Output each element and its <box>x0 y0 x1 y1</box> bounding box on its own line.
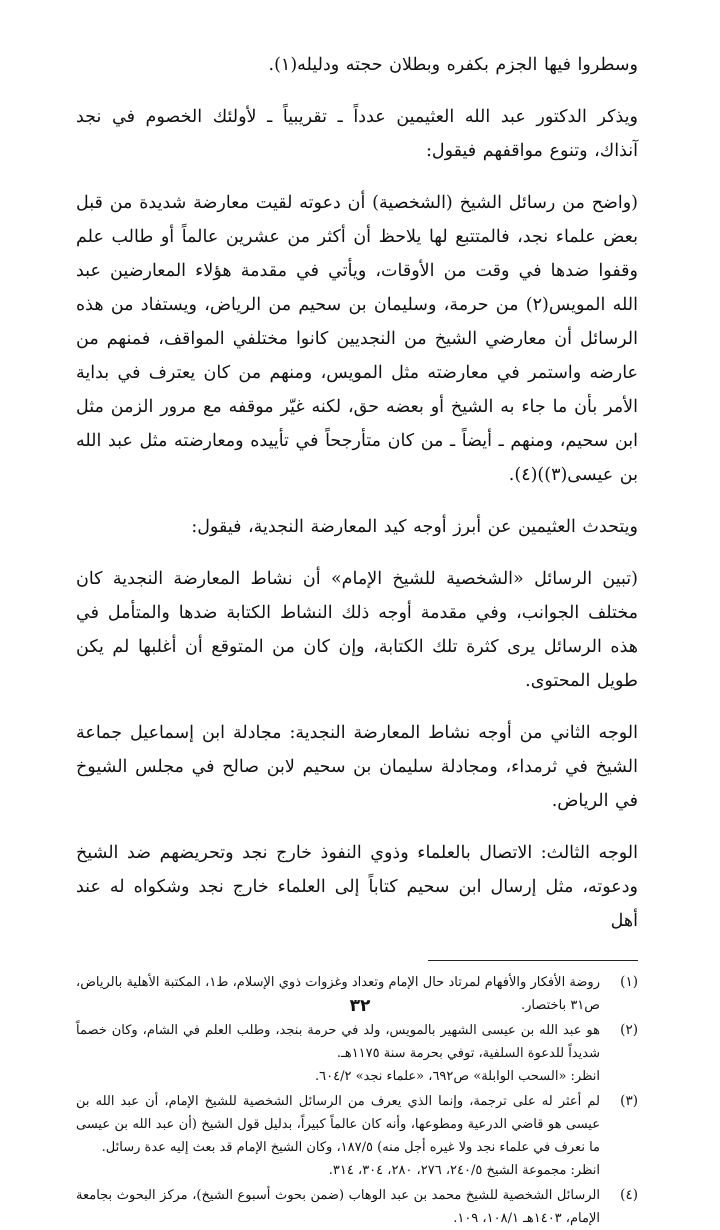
footnote-line: لم أعثر له على ترجمة، وإنما الذي يعرف من الرسائل الشخصية للشيخ الإمام، أن عبد الله بن عيسى هو قاضي الدرعية ومطوعها، وأنه كان عالماً كبيراً، بدليل قول الشيخ (أن عبد الله بن عيسى ما نعرف في علماء نجد ولا غيره أجل منه) ١٨٧/٥، وكان الشيخ الإمام قد بعث إليه عدة رسائل. <box>76 1094 600 1155</box>
footnote-text <box>76 1184 600 1230</box>
footnote-line: روضة الأفكار والأفهام لمرتاد حال الإمام وتعداد وغزوات ذوي الإسلام، ط١، المكتبة الأهلية بالرياض، ص٣١ باختصار. <box>76 975 600 1013</box>
paragraph-6: الوجه الثاني من أوجه نشاط المعارضة النجدية: مجادلة ابن إسماعيل جماعة الشيخ في ثرمداء، ومجادلة سليمان بن سحيم لابن صالح في مجلس الشيوخ في الرياض. <box>76 723 638 811</box>
paragraph-1: وسطروا فيها الجزم بكفره وبطلان حجته ودليله(١). <box>268 55 638 75</box>
main-text <box>76 48 638 938</box>
footnote-line: الرسائل الشخصية للشيخ محمد بن عبد الوهاب (ضمن بحوث أسبوع الشيخ)، مركز البحوث بجامعة الإمام، ١٤٠٣هـ ١٠٨/١، ١٠٩. <box>76 1188 600 1226</box>
footnote-number: (١) <box>620 974 638 990</box>
footnote-text <box>76 1090 600 1182</box>
footnote-reference: انظر: مجموعة الشيخ ٢٤٠/٥، ٢٧٦، ٢٨٠، ٣٠٤، ٣١٤. <box>328 1163 600 1178</box>
footnote-3 <box>76 1090 638 1182</box>
footnote-divider <box>428 960 638 961</box>
page-number: ٣٢ <box>349 996 371 1016</box>
paragraph-5: (تبين الرسائل «الشخصية للشيخ الإمام» أن نشاط المعارضة النجدية كان مختلف الجوانب، وفي مقدمة أوجه ذلك النشاط الكتابة ضدها والمتأمل في هذه الرسائل يرى كثرة تلك الكتابة، وإن كان من المتوقع أن أغلبها لم يكن طويل المحتوى. <box>76 569 638 691</box>
footnote-2 <box>76 1019 638 1088</box>
footnote-number: (٣) <box>620 1093 638 1109</box>
footnote-text <box>76 1019 600 1088</box>
footnote-number: (٢) <box>620 1022 638 1038</box>
paragraph-3: (واضح من رسائل الشيخ (الشخصية) أن دعوته لقيت معارضة شديدة من قبل بعض علماء نجد، فالمتتبع لها يلاحظ أن أكثر من عشرين عالماً أو طالب علم وقفوا ضدها في وقت من الأوقات، ويأتي في مقدمة هؤلاء المعارضين عبد الله المويس(٢) من حرمة، وسليمان بن سحيم من الرياض، ويستفاد من هذه الرسائل أن معارضي الشيخ من النجديين كانوا مختلفي المواقف، فمنهم من عارضه واستمر في معارضته مثل المويس، ومنهم من كان يعترف في بداية الأمر بأن ما جاء به الشيخ أو بعضه حق، لكنه غيّر موقفه مع مرور الزمن مثل ابن سحيم، ومنهم ـ أيضاً ـ من كان متأرجحاً في تأييده ومعارضته مثل عبد الله بن عيسى(٣))(٤). <box>76 193 638 485</box>
footnote-number: (٤) <box>620 1187 638 1203</box>
footnote-line: هو عبد الله بن عيسى الشهير بالمويس، ولد في حرمة بنجد، وطلب العلم في الشام، وكان خصماً شديداً للدعوة السلفية، توفي بحرمة سنة ١١٧٥هـ. <box>76 1023 600 1061</box>
footnote-4 <box>76 1184 638 1230</box>
paragraph-7: الوجه الثالث: الاتصال بالعلماء وذوي النفوذ خارج نجد وتحريضهم ضد الشيخ ودعوته، مثل إرسال ابن سحيم كتاباً إلى العلماء خارج نجد وشكواه له عند أهل <box>76 843 638 931</box>
paragraph-2: ويذكر الدكتور عبد الله العثيمين عدداً ـ تقريبياً ـ لأولئك الخصوم في نجد آنذاك، وتنوع مواقفهم فيقول: <box>76 107 638 161</box>
footnote-reference: انظر: «السحب الوابلة» ص٦٩٢، «علماء نجد» ٦٠٤/٢. <box>315 1069 600 1084</box>
paragraph-4: ويتحدث العثيمين عن أبرز أوجه كيد المعارضة النجدية، فيقول: <box>191 517 638 537</box>
